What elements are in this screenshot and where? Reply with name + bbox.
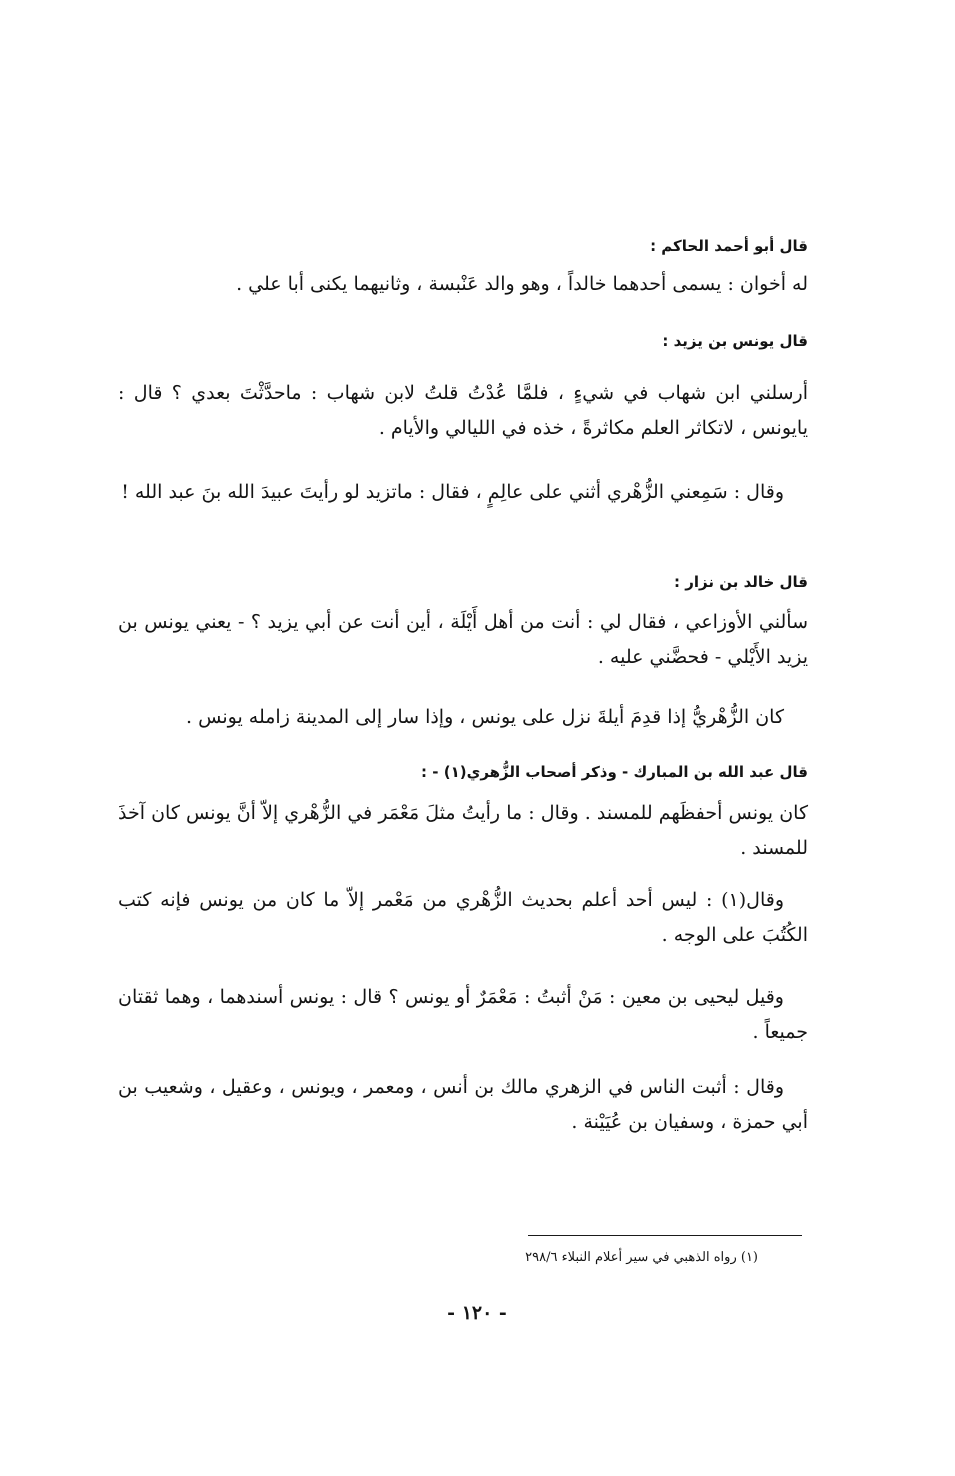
section-heading-yunus: قال يونس بن يزيد : [662, 332, 808, 350]
paragraph-ibn-shihab: أرسلني ابن شهاب في شيءٍ ، فلمَّا عُدْتُ قلتُ لابن شهاب : ماحدَّثْتَ بعدي ؟ قال : يايونس ، لاتكاثر العلم مكاثرةً ، خذه في الليالي والأيام . [118, 382, 808, 439]
footnote: (١) رواه الذهبي في سير أعلام النبلاء ٢٩٨/٦ [525, 1250, 758, 1265]
paragraph-brothers: له أخوان : يسمى أحدهما خالداً ، وهو والد عَنْبسة ، وثانيهما يكنى أبا علي . [236, 273, 808, 295]
paragraph-zuhri-praise: وقال : سَمِعني الزُّهْري أثني على عالِمٍ ، فقال : ماتزيد لو رأيتَ عبيدَ الله بنَ عبد الله ! [121, 481, 784, 503]
paragraph-ayla: كان الزُّهْريُّ إذا قدِمَ أيلةَ نزل على يونس ، وإذا سار إلى المدينة زامله يونس . [186, 706, 784, 728]
paragraph-musnad: كان يونس أحفظَهم للمسند . وقال : ما رأيتُ مثلَ مَعْمَر في الزُّهْري إلاّ أنَّ يونس كان آخذَ للمسند . [118, 802, 808, 859]
section-heading-abu-ahmad: قال أبو أحمد الحاكم : [650, 237, 808, 255]
section-heading-khalid: قال خالد بن نزار : [674, 573, 808, 591]
paragraph-mamar: وقال(١) : ليس أحد أعلم بحديث الزُّهْري من مَعْمر إلاّ ما كان من يونس فإنه كتب الكُتُبَ على الوجه . [118, 889, 808, 946]
page-number: - ١٢٠ - [447, 1302, 507, 1324]
paragraph-ibn-main: وقيل ليحيى بن معين : مَنْ أثبتُ : مَعْمَرٌ أو يونس ؟ قال : يونس أسندهما ، وهما ثقتان جميعاً . [118, 986, 808, 1043]
section-heading-ibn-mubarak: قال عبد الله بن المبارك - وذكر أصحاب الزُّهري(١) - : [421, 763, 808, 781]
footnote-divider [528, 1235, 802, 1236]
paragraph-awzai: سألني الأوزاعي ، فقال لي : أنت من أهل أَيْلَة ، أين أنت عن أبي يزيد ؟ - يعني يونس بن يزيد الأَيْلي - فحضَّني عليه . [118, 611, 808, 668]
paragraph-athbat: وقال : أثبت الناس في الزهري مالك بن أنس ، ومعمر ، ويونس ، وعقيل ، وشعيب بن أبي حمزة ، وسفيان بن عُيَيْنة . [118, 1076, 808, 1133]
